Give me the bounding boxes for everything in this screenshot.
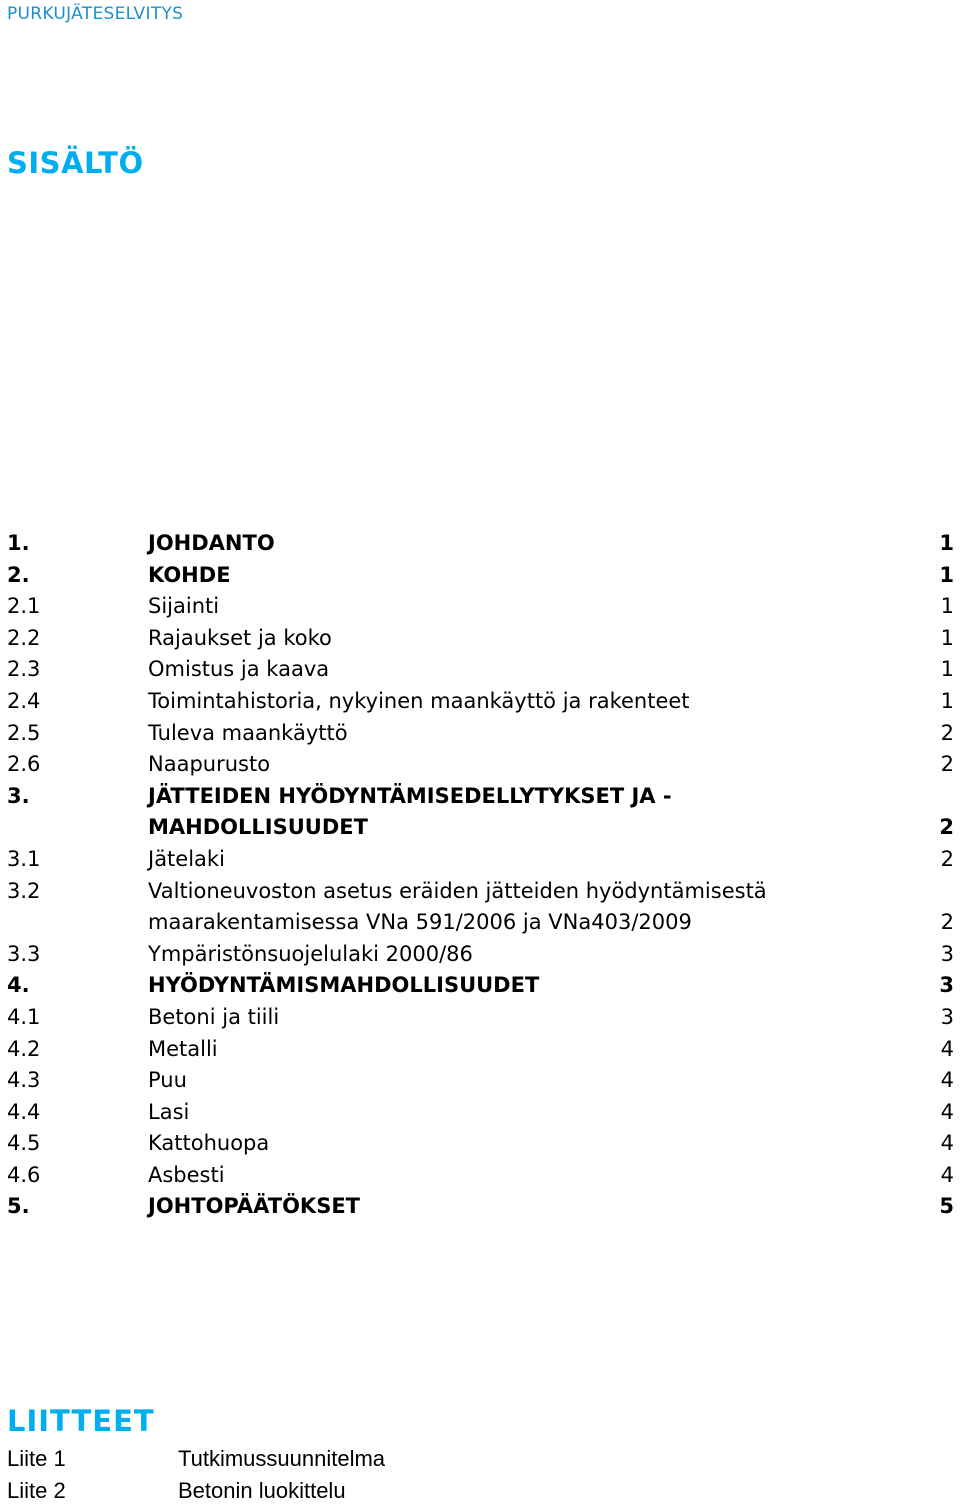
toc-entry-page: 1 — [940, 625, 954, 650]
toc-entry-label: KOHDE — [148, 562, 231, 587]
toc-entry-number: 4.5 — [7, 1131, 41, 1156]
toc-entry-page: 4 — [940, 1099, 954, 1124]
toc-entry-number: 4.6 — [7, 1162, 41, 1187]
toc-entry-page: 1 — [940, 657, 954, 682]
toc-entry-page: 2 — [940, 720, 954, 745]
toc-entry — [7, 1191, 957, 1223]
toc-entry — [7, 1034, 957, 1066]
toc-entry — [7, 718, 957, 750]
toc-entry-number: 4.3 — [7, 1068, 41, 1093]
toc-entry — [7, 1065, 957, 1097]
attachment-label: Tutkimussuunnitelma — [178, 1446, 386, 1471]
toc-entry — [7, 1002, 957, 1034]
toc-entry-label: Tuleva maankäyttö — [148, 720, 348, 745]
toc-title: SISÄLTÖ — [7, 146, 144, 180]
toc-entry-number: 4.2 — [7, 1036, 41, 1061]
toc-entry — [7, 623, 957, 655]
toc-entry-number: 3.3 — [7, 941, 41, 966]
toc-entry — [7, 781, 957, 813]
toc-entry-label: Kattohuopa — [148, 1131, 270, 1156]
attachment-id: Liite 2 — [7, 1478, 66, 1503]
toc-entry-number: 3. — [7, 783, 30, 808]
toc-entry-label: Rajaukset ja koko — [148, 625, 332, 650]
toc-entry-label: Betoni ja tiili — [148, 1004, 280, 1029]
toc-entry-label: JOHTOPÄÄTÖKSET — [148, 1194, 360, 1219]
toc-entry-page: 4 — [940, 1036, 954, 1061]
toc-entry-label: Jätelaki — [148, 846, 225, 871]
toc-entry-number: 4. — [7, 973, 30, 998]
toc-entry — [7, 939, 957, 971]
toc-entry-number: 3.2 — [7, 878, 41, 903]
toc-entry — [7, 844, 957, 876]
toc-entry — [7, 654, 957, 686]
toc-entry — [7, 1128, 957, 1160]
attachments-title: LIITTEET — [7, 1404, 155, 1438]
document-header: PURKUJÄTESELVITYS — [7, 4, 184, 24]
toc-entry-number: 2.5 — [7, 720, 41, 745]
toc-entry-label: Valtioneuvoston asetus eräiden jätteiden hyödyntämisestä — [148, 878, 767, 903]
toc-entry — [7, 749, 957, 781]
toc-entry-page: 2 — [939, 815, 954, 840]
toc-entry-page: 1 — [939, 531, 954, 555]
toc-entry — [7, 560, 957, 592]
toc-entry — [7, 907, 957, 939]
toc-entry-label: HYÖDYNTÄMISMAHDOLLISUUDET — [148, 973, 540, 998]
toc-entry — [7, 876, 957, 908]
toc-entry-page: 4 — [940, 1131, 954, 1156]
toc-entry — [7, 812, 957, 844]
toc-entry-number: 2.3 — [7, 657, 41, 682]
toc-entry-number: 1. — [7, 531, 30, 555]
toc-entry-label: Naapurusto — [148, 752, 271, 777]
toc-entry-page: 4 — [940, 1068, 954, 1093]
toc-entry-label: MAHDOLLISUUDET — [148, 815, 368, 840]
attachments-list — [7, 1443, 907, 1507]
toc-entry-number: 2.4 — [7, 688, 41, 713]
attachment-id: Liite 1 — [7, 1446, 66, 1471]
toc-entry-label: maarakentamisessa VNa 591/2006 ja VNa403/2009 — [148, 910, 692, 935]
toc-entry-page: 3 — [939, 973, 954, 998]
toc-entry-page: 3 — [940, 1004, 954, 1029]
toc-entry-label: Lasi — [148, 1099, 190, 1124]
toc-entry-label: Asbesti — [148, 1162, 225, 1187]
toc-entry-page: 5 — [939, 1194, 954, 1219]
toc-entry — [7, 970, 957, 1002]
toc-entry-label: Omistus ja kaava — [148, 657, 330, 682]
toc-entry-label: JÄTTEIDEN HYÖDYNTÄMISEDELLYTYKSET JA - — [148, 783, 672, 808]
table-of-contents — [7, 528, 957, 1223]
toc-entry-number: 2.2 — [7, 625, 41, 650]
toc-entry-label: Puu — [148, 1068, 187, 1093]
toc-entry-page: 1 — [940, 688, 954, 713]
toc-entry-number: 3.1 — [7, 846, 41, 871]
toc-entry-page: 3 — [940, 941, 954, 966]
toc-entry-number: 4.4 — [7, 1099, 41, 1124]
toc-entry — [7, 1160, 957, 1192]
toc-entry — [7, 686, 957, 718]
toc-entry-number: 2.6 — [7, 752, 41, 777]
toc-entry-number: 5. — [7, 1194, 30, 1219]
toc-entry-page: 2 — [940, 910, 954, 935]
toc-entry-number: 2. — [7, 562, 30, 587]
toc-entry-label: Toimintahistoria, nykyinen maankäyttö ja rakenteet — [148, 688, 690, 713]
attachment-label: Betonin luokittelu — [178, 1478, 346, 1503]
attachment-item — [7, 1475, 907, 1507]
toc-entry — [7, 528, 957, 560]
toc-entry-number: 4.1 — [7, 1004, 41, 1029]
toc-entry-page: 1 — [939, 562, 954, 587]
toc-entry — [7, 591, 957, 623]
toc-entry — [7, 1097, 957, 1129]
toc-entry-number: 2.1 — [7, 594, 41, 619]
toc-entry-page: 4 — [940, 1162, 954, 1187]
toc-entry-page: 2 — [940, 752, 954, 777]
toc-entry-page: 1 — [940, 594, 954, 619]
toc-entry-label: JOHDANTO — [148, 531, 275, 555]
toc-entry-label: Metalli — [148, 1036, 218, 1061]
toc-entry-label: Sijainti — [148, 594, 220, 619]
toc-entry-label: Ympäristönsuojelulaki 2000/86 — [148, 941, 473, 966]
attachment-item — [7, 1443, 907, 1475]
toc-entry-page: 2 — [940, 846, 954, 871]
